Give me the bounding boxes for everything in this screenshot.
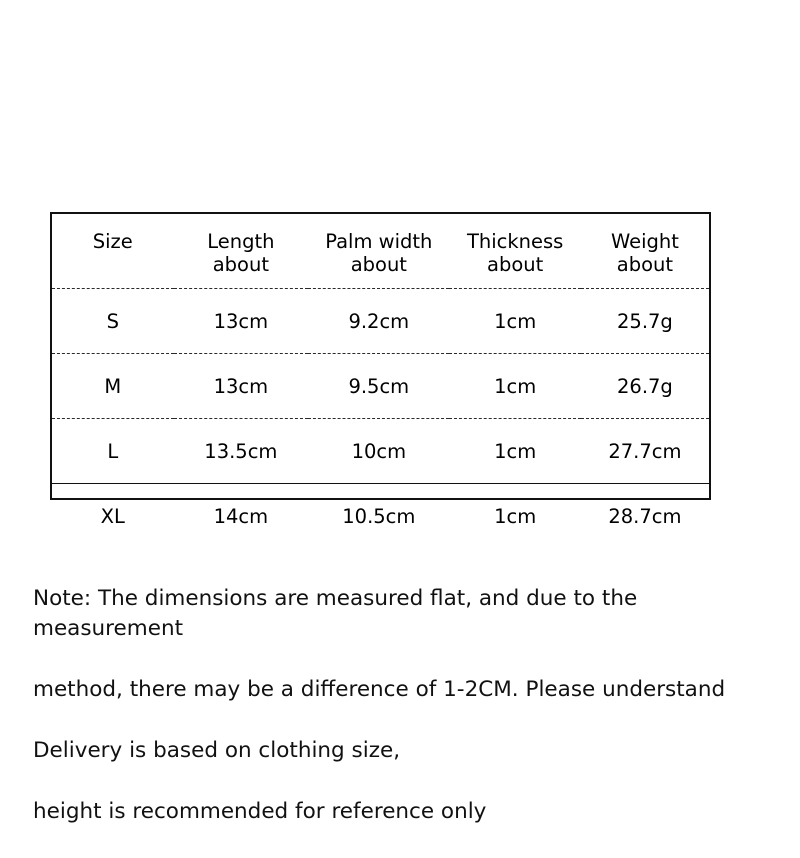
column-header-weight (581, 230, 709, 289)
column-header-size (52, 230, 174, 289)
cell-palm-width: 9.2cm (308, 289, 449, 354)
table-row (52, 289, 709, 354)
cell-weight: 26.7g (581, 354, 709, 419)
cell-length: 14cm (213, 504, 269, 528)
cell-length: 13cm (174, 289, 309, 354)
table-header-row (52, 230, 709, 289)
column-header-length (174, 230, 309, 289)
note-line-4: height is recommended for reference only (33, 799, 487, 825)
table-row (52, 419, 709, 484)
column-header-palm-width-sub: about (350, 253, 407, 276)
note-line-2: method, there may be a difference of 1-2CM. Please understand (33, 677, 726, 703)
cell-thickness: 1cm (449, 419, 580, 484)
note-line-3: Delivery is based on clothing size, (33, 738, 401, 764)
column-header-length-sub: about (212, 253, 269, 276)
cell-thickness: 1cm (494, 504, 537, 528)
cell-weight: 28.7cm (608, 504, 682, 528)
column-header-weight-sub: about (616, 253, 674, 276)
column-header-palm-width (308, 230, 449, 289)
cell-weight: 27.7cm (581, 419, 709, 484)
cell-size: XL (100, 504, 125, 528)
cell-thickness: 1cm (449, 289, 580, 354)
column-header-thickness (449, 230, 580, 289)
table-header (52, 230, 709, 289)
cell-palm-width: 9.5cm (308, 354, 449, 419)
table-row (52, 354, 709, 419)
table-body (52, 289, 709, 549)
cell-thickness: 1cm (449, 354, 580, 419)
column-header-size-main: Size (92, 230, 133, 253)
size-chart-table-container (50, 212, 711, 528)
column-header-thickness-main: Thickness (466, 230, 564, 253)
cell-size: L (52, 419, 174, 484)
cell-length: 13cm (174, 354, 309, 419)
column-header-thickness-sub: about (487, 253, 544, 276)
cell-palm-width: 10cm (308, 419, 449, 484)
cell-weight: 25.7g (581, 289, 709, 354)
table-row (52, 484, 709, 549)
cell-size: M (52, 354, 174, 419)
cell-size: S (52, 289, 174, 354)
column-header-weight-main: Weight (610, 230, 679, 253)
cell-length: 13.5cm (174, 419, 309, 484)
column-header-length-main: Length (207, 230, 275, 253)
note-line-1: Note: The dimensions are measured flat, and due to the measurement (33, 585, 638, 642)
measurement-note (33, 553, 773, 858)
column-header-palm-width-main: Palm width (325, 230, 433, 253)
size-chart-table (52, 230, 709, 548)
cell-palm-width: 10.5cm (342, 504, 416, 528)
